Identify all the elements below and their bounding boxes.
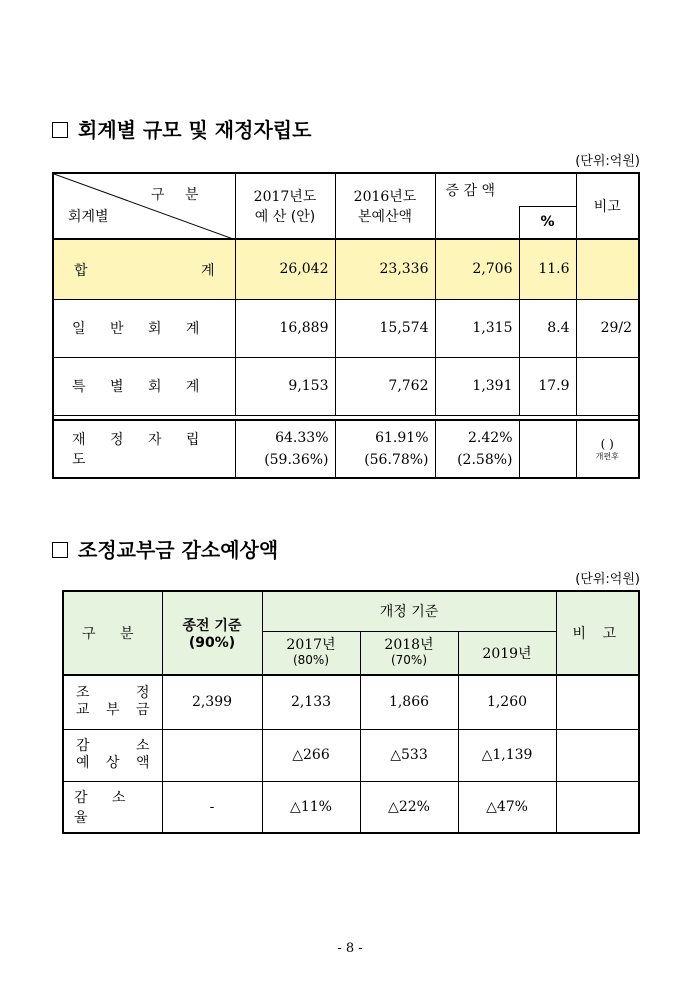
header-2016-line1: 2016년도 [353, 189, 417, 205]
row-total-label [53, 239, 235, 299]
t2-row-rate [63, 781, 639, 833]
t2-header-prev-line2: (90%) [188, 635, 236, 651]
t2-header-2018-sub: (70%) [390, 652, 428, 667]
header-account: 회계별 [68, 209, 109, 225]
t2-row-rate-note [556, 781, 639, 833]
t2-header-note: 비 고 [556, 591, 639, 675]
t2-header-prev-line1: 종전 기준 [182, 618, 242, 634]
row-self-reliance-label: 재 정 자 립 도 [53, 420, 235, 478]
header-2017-line1: 2017년도 [253, 189, 317, 205]
t2-row-grant-2019: 1,260 [458, 675, 556, 729]
t2-row-grant-label-a: 조 [76, 685, 90, 702]
t2-row-grant-prev: 2,399 [162, 675, 262, 729]
row-general-change: 1,315 [435, 299, 519, 357]
section2-unit: (단위:억원) [575, 572, 640, 587]
t2-header-prev [162, 591, 262, 675]
row-special-label: 특 별 회 계 [53, 357, 235, 415]
row-general-note: 29/2 [576, 299, 639, 357]
t2-row-grant-2018: 1,866 [360, 675, 458, 729]
t2-row-grant-label-b: 정 [135, 685, 150, 702]
row-special-change: 1,391 [435, 357, 519, 415]
t2-row-grant [63, 675, 639, 729]
t2-header-2018 [360, 631, 458, 675]
row-total-label-a: 합 [74, 263, 88, 279]
row-special-pct: 17.9 [519, 357, 576, 415]
header-change: 증 감 액 [435, 173, 576, 206]
self-reliance-note-a: ( ) [600, 436, 614, 451]
self-reliance-change-b: (2.58%) [457, 452, 513, 468]
t2-row-rate-2017: △11% [262, 781, 360, 833]
self-reliance-change-a: 2.42% [468, 430, 513, 446]
row-total-note [576, 239, 639, 299]
t2-header-2017 [262, 631, 360, 675]
self-reliance-2016-b: (56.78%) [364, 452, 429, 468]
row-self-reliance-2016 [335, 420, 435, 478]
row-total-pct: 11.6 [519, 239, 576, 299]
header-2016-line2: 본예산액 [357, 209, 413, 225]
t2-row-reduction-label [63, 729, 162, 781]
row-general-pct: 8.4 [519, 299, 576, 357]
table-row-self-reliance [53, 420, 639, 478]
section1-unit: (단위:억원) [575, 154, 640, 169]
row-total-change: 2,706 [435, 239, 519, 299]
section2-heading [52, 534, 278, 563]
t2-row-reduction [63, 729, 639, 781]
self-reliance-2016-a: 61.91% [375, 430, 429, 446]
row-general-2017: 16,889 [235, 299, 335, 357]
table-row-total [53, 239, 639, 299]
row-self-reliance-pct [519, 420, 576, 478]
header-gubun: 구 분 [151, 187, 207, 203]
t2-row-rate-2018: △22% [360, 781, 458, 833]
t2-row-reduction-label-line2: 예 상 액 [76, 755, 156, 771]
t2-row-grant-label-line2: 교 부 금 [76, 702, 156, 719]
t2-row-reduction-2017: △266 [262, 729, 360, 781]
row-special-2017: 9,153 [235, 357, 335, 415]
checkbox-square-icon [52, 542, 68, 558]
t2-header-gubun: 구 분 [63, 591, 162, 675]
t2-row-rate-2019: △47% [458, 781, 556, 833]
t2-row-rate-prev: - [162, 781, 262, 833]
t2-header-2019: 2019년 [458, 631, 556, 675]
header-change-blank [435, 206, 519, 239]
t2-row-reduction-note [556, 729, 639, 781]
t2-row-grant-label [63, 675, 162, 729]
row-general-2016: 15,574 [335, 299, 435, 357]
row-special-note [576, 357, 639, 415]
header-2017 [235, 173, 335, 239]
self-reliance-note-b: 개편후 [595, 451, 619, 461]
t2-row-reduction-label-b: 소 [135, 738, 150, 754]
header-diagonal-cell [53, 173, 235, 239]
row-total-2016: 23,336 [335, 239, 435, 299]
row-self-reliance-note [576, 420, 639, 478]
section2-title: 조정교부금 감소예상액 [78, 538, 279, 562]
t2-header-revised: 개정 기준 [262, 591, 556, 631]
header-note: 비고 [576, 173, 639, 239]
section1-heading [52, 114, 311, 143]
t2-row-grant-note [556, 675, 639, 729]
t2-header-2017-sub: (80%) [292, 652, 330, 667]
table-row-special [53, 357, 639, 415]
row-self-reliance-change [435, 420, 519, 478]
grant-reduction-table [62, 590, 640, 834]
t2-row-reduction-2018: △533 [360, 729, 458, 781]
header-2016 [335, 173, 435, 239]
t2-row-reduction-2019: △1,139 [458, 729, 556, 781]
t2-row-grant-2017: 2,133 [262, 675, 360, 729]
row-total-2017: 26,042 [235, 239, 335, 299]
row-self-reliance-2017 [235, 420, 335, 478]
section1-title: 회계별 규모 및 재정자립도 [78, 118, 312, 142]
row-general-label: 일 반 회 계 [53, 299, 235, 357]
account-scale-table [52, 172, 640, 479]
header-2017-line2: 예 산 (안) [254, 209, 316, 225]
t2-row-rate-label: 감 소 율 [63, 781, 162, 833]
row-total-label-b: 계 [200, 263, 215, 279]
self-reliance-2017-a: 64.33% [275, 430, 329, 446]
page-number: - 8 - [337, 941, 363, 956]
table-row-general [53, 299, 639, 357]
row-special-2016: 7,762 [335, 357, 435, 415]
self-reliance-2017-b: (59.36%) [264, 452, 329, 468]
header-percent: % [519, 206, 576, 239]
t2-row-reduction-prev [162, 729, 262, 781]
t2-row-reduction-label-a: 감 [76, 738, 90, 754]
checkbox-square-icon [52, 122, 68, 138]
t2-header-2017-year: 2017년 [286, 636, 336, 653]
t2-header-2018-year: 2018년 [384, 636, 434, 653]
